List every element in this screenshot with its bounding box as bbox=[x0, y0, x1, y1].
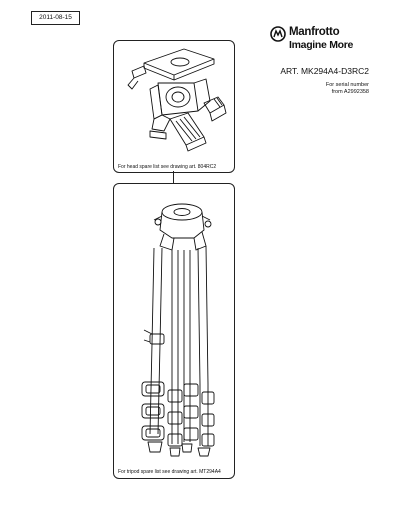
panel-connector bbox=[173, 171, 174, 183]
brand-logo bbox=[270, 26, 380, 52]
article-number: ART. MK294A4-D3RC2 bbox=[280, 66, 369, 76]
manfrotto-logo-icon bbox=[270, 26, 286, 42]
tripod-panel bbox=[113, 183, 235, 479]
brand-name: Manfrotto bbox=[289, 26, 340, 38]
date-stamp: 2011-08-15 bbox=[31, 11, 80, 25]
brand-tagline: Imagine More bbox=[289, 39, 354, 51]
tripod-drawing bbox=[114, 184, 234, 478]
ball-head-drawing bbox=[114, 41, 234, 172]
serial-line-2: from A2992358 bbox=[331, 89, 369, 95]
serial-note bbox=[326, 82, 369, 96]
head-caption: For head spare list see drawing art. 804RC2 bbox=[118, 164, 217, 170]
tripod-caption: For tripod spare list see drawing art. MT294A4 bbox=[118, 469, 221, 475]
head-panel bbox=[113, 40, 235, 173]
serial-line-1: For serial number bbox=[325, 82, 369, 88]
